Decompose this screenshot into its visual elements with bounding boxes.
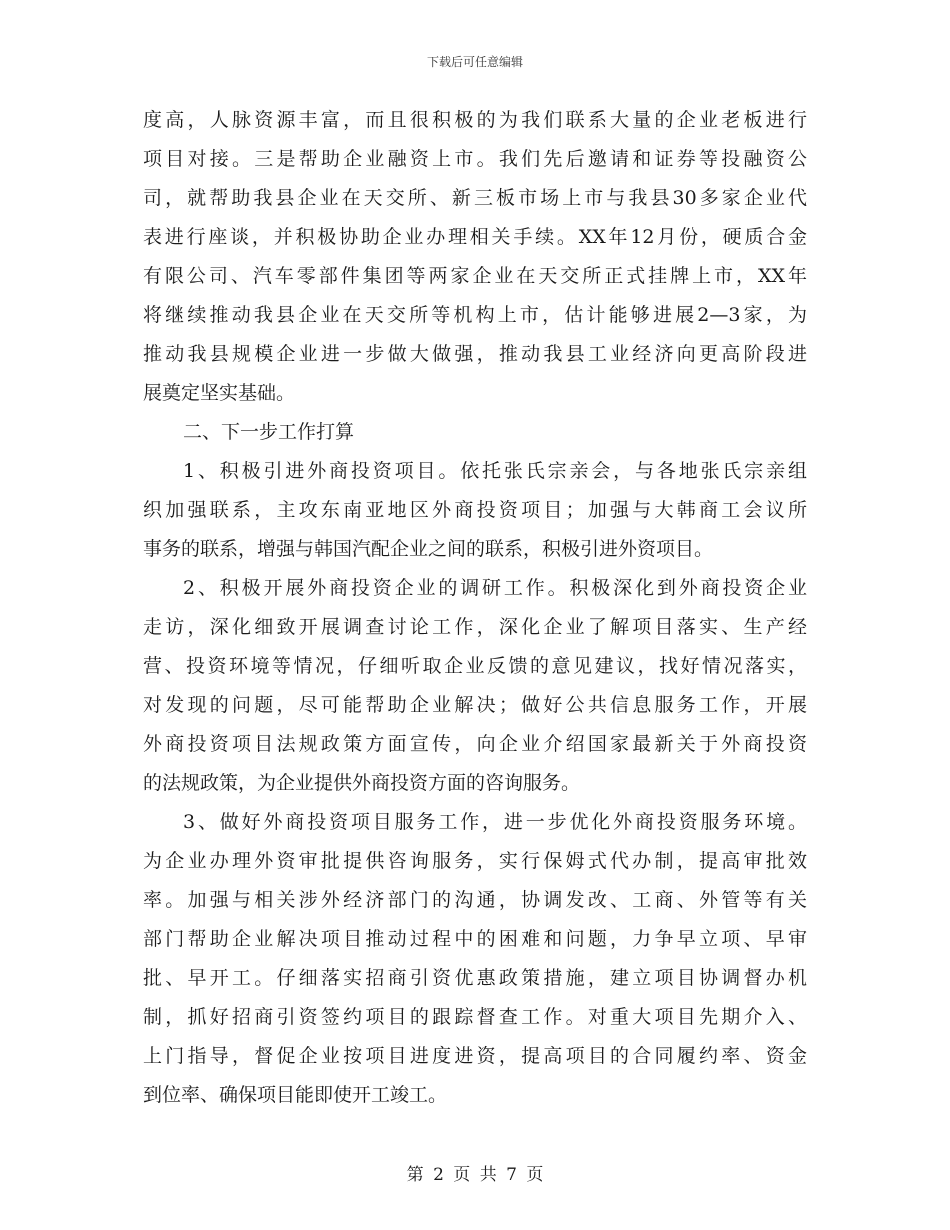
text-line: 的法规政策，为企业提供外商投资方面的咨询服务。 xyxy=(143,772,581,794)
section-heading: 二、下一步工作打算 xyxy=(183,421,355,443)
text-line: 司，就帮助我县企业在天交所、新三板市场上市与我县30多家企业代 xyxy=(143,187,807,209)
text-line: 到位率、确保项目能即使开工竣工。 xyxy=(143,1084,448,1106)
text-line: 项目对接。三是帮助企业融资上市。我们先后邀请和证券等投融资公 xyxy=(143,148,807,170)
text-line: 外商投资项目法规政策方面宣传，向企业介绍国家最新关于外商投资 xyxy=(143,733,807,755)
text-line: 制，抓好招商引资签约项目的跟踪督查工作。对重大项目先期介入、 xyxy=(143,1006,807,1028)
text-line: 1、积极引进外商投资项目。依托张氏宗亲会，与各地张氏宗亲组 xyxy=(183,460,807,482)
text-line: 度高，人脉资源丰富，而且很积极的为我们联系大量的企业老板进行 xyxy=(143,109,807,131)
text-line: 上门指导，督促企业按项目进度进资，提高项目的合同履约率、资金 xyxy=(143,1045,807,1067)
document-body xyxy=(143,101,807,1115)
text-line: 展奠定坚实基础。 xyxy=(143,382,296,404)
text-line: 织加强联系，主攻东南亚地区外商投资项目；加强与大韩商工会议所 xyxy=(143,499,807,521)
text-line: 为企业办理外资审批提供咨询服务，实行保姆式代办制，提高审批效 xyxy=(143,850,807,872)
text-line: 批、早开工。仔细落实招商引资优惠政策措施，建立项目协调督办机 xyxy=(143,967,807,989)
page-number: 第 2 页 共 7 页 xyxy=(406,1165,544,1185)
text-line: 部门帮助企业解决项目推动过程中的困难和问题，力争早立项、早审 xyxy=(143,928,807,950)
text-line: 营、投资环境等情况，仔细听取企业反馈的意见建议，找好情况落实， xyxy=(143,655,807,677)
text-line: 3、做好外商投资项目服务工作，进一步优化外商投资服务环境。 xyxy=(183,811,807,833)
text-line: 走访，深化细致开展调查讨论工作，深化企业了解项目落实、生产经 xyxy=(143,616,807,638)
text-line: 事务的联系，增强与韩国汽配企业之间的联系，积极引进外资项目。 xyxy=(143,538,714,560)
text-line: 推动我县规模企业进一步做大做强，推动我县工业经济向更高阶段进 xyxy=(143,343,807,365)
text-line: 2、积极开展外商投资企业的调研工作。积极深化到外商投资企业 xyxy=(183,577,807,599)
text-line: 表进行座谈，并积极协助企业办理相关手续。XX年12月份，硬质合金 xyxy=(143,226,807,248)
page-header-note: 下载后可任意编辑 xyxy=(426,55,523,69)
text-line: 将继续推动我县企业在天交所等机构上市，估计能够进展2—3家，为 xyxy=(143,304,807,326)
text-line: 率。加强与相关涉外经济部门的沟通，协调发改、工商、外管等有关 xyxy=(143,889,807,911)
text-line: 对发现的问题，尽可能帮助企业解决；做好公共信息服务工作，开展 xyxy=(143,694,807,716)
text-line: 有限公司、汽车零部件集团等两家企业在天交所正式挂牌上市，XX年 xyxy=(143,265,807,287)
